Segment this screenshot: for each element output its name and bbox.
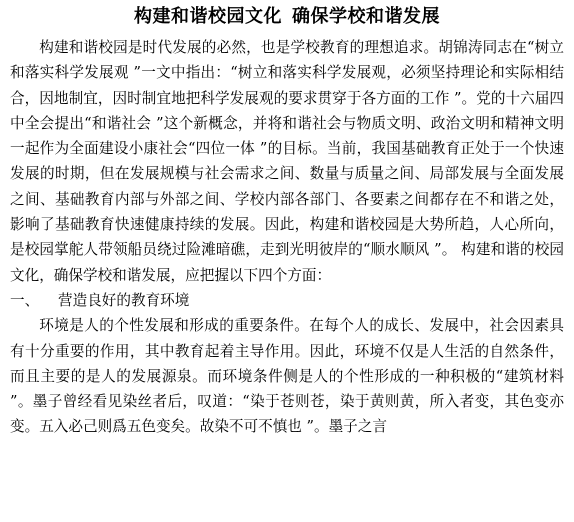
- title-part-2: 确保学校和谐发展: [292, 6, 440, 27]
- section-heading-1: [10, 288, 564, 313]
- paragraph-intro: 构建和谐校园是时代发展的必然，也是学校教育的理想追求。胡锦涛同志在“树立和落实科学发展观 ”一文中指出：“树立和落实科学发展观，必须坚持理论和实际相结合，因地制宜，因时制宜地把科学发展观的要求贯穿于各方面的工作 ”。党的十六届四中全会提出“和谐社会 ”这个新概念，并将和谐社会与物质文明、政治文明和精神文明一起作为全面建设小康社会“四位一体 ”的目标。当前，我国基础教育正处于一个快速发展的时期，但在发展规模与社会需求之间、数量与质量之间、局部发展与全面发展之间、基础教育内部与外部之间、学校内部各部门、各要素之间都存在不和谐之处，影响了基础教育快速健康持续的发展。因此，构建和谐校园是大势所趋，人心所向，是校园掌舵人带领船员绕过险滩暗礁，走到光明彼岸的“顺水顺风 ”。 构建和谐的校园文化，确保学校和谐发展，应把握以下四个方面：: [10, 39, 564, 284]
- section-number: 一、: [10, 291, 40, 309]
- cut-off-line: [10, 440, 564, 452]
- section-title: 营造良好的教育环境: [58, 291, 190, 309]
- title-part-1: 构建和谐校园文化: [134, 6, 282, 27]
- document-title: [10, 0, 564, 35]
- paragraph-environment: 环境是人的个性发展和形成的重要条件。在每个人的成长、发展中，社会因素具有十分重要的作用，其中教育起着主导作用。因此，环境不仅是人生活的自然条件，而且主要的是人的发展源泉。而环境条件侧是人的个性形成的一种积极的“建筑材料 ”。墨子曾经看见染丝者后，叹道：“染于苍则苍，染于黄则黄，所入者变，其色变亦变。五入必己则爲五色变矣。故染不可不慎也 ”。墨子之言: [10, 317, 564, 436]
